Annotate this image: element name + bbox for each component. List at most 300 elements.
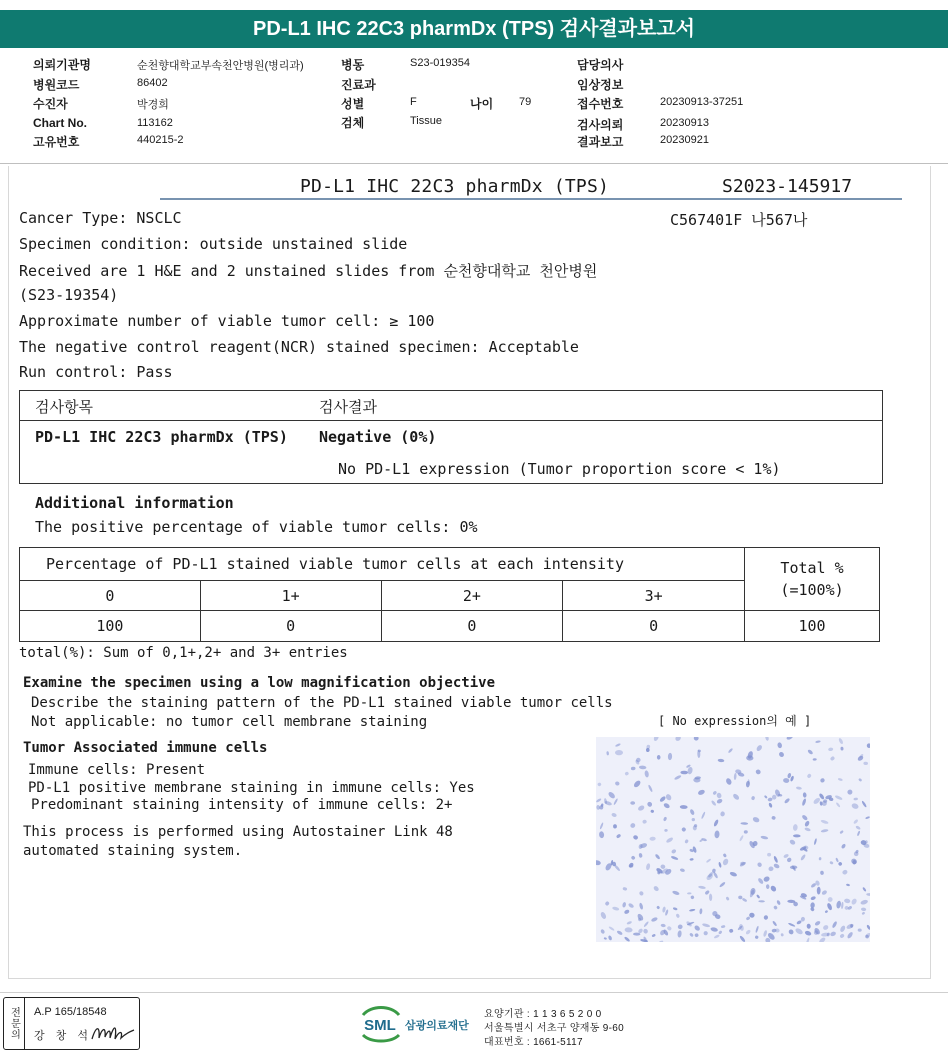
- cell-nucleus: [622, 902, 627, 908]
- footer-rule: [0, 992, 948, 993]
- cell-nucleus: [699, 908, 702, 914]
- value-report-date: 20230921: [660, 134, 709, 146]
- cell-nucleus: [853, 819, 859, 825]
- cell-nucleus: [693, 737, 699, 741]
- footer-phone: 대표번호 : 1661-5117: [484, 1037, 583, 1048]
- cell-nucleus: [756, 894, 760, 899]
- intensity-level: 2+: [381, 581, 563, 611]
- cell-nucleus: [660, 864, 666, 869]
- cell-nucleus: [653, 737, 660, 742]
- cell-nucleus: [662, 906, 666, 912]
- cell-nucleus: [714, 934, 721, 939]
- received-slides: Received are 1 H&E and 2 unstained slides from 순천향대학교 천안병원: [19, 262, 598, 280]
- cell-nucleus: [824, 910, 828, 914]
- cell-nucleus: [638, 853, 642, 858]
- cell-nucleus: [718, 862, 722, 868]
- cell-nucleus: [643, 928, 649, 934]
- signature-image: [90, 1022, 136, 1044]
- cell-nucleus: [689, 809, 695, 816]
- cell-nucleus: [835, 857, 839, 862]
- cell-nucleus: [755, 769, 762, 776]
- cell-nucleus: [844, 905, 849, 910]
- cell-nucleus: [783, 778, 790, 784]
- result-box-divider: [19, 420, 883, 421]
- cell-nucleus: [710, 927, 718, 933]
- cell-nucleus: [663, 816, 667, 821]
- cell-nucleus: [613, 798, 618, 805]
- cell-nucleus: [863, 762, 868, 765]
- cell-nucleus: [793, 834, 801, 837]
- total-header-line1: Total %: [780, 559, 844, 577]
- cell-nucleus: [807, 749, 814, 755]
- cell-nucleus: [757, 862, 763, 868]
- immune-line1: Immune cells: Present: [28, 762, 206, 778]
- cell-nucleus: [786, 857, 792, 863]
- immune-line2: PD-L1 positive membrane staining in immune cells: Yes: [28, 780, 475, 796]
- cell-nucleus: [694, 933, 699, 938]
- process-line1: This process is performed using Autostainer Link 48: [23, 824, 453, 840]
- label-department: 진료과: [341, 78, 376, 92]
- cell-nucleus: [600, 929, 605, 935]
- cell-nucleus: [742, 898, 748, 903]
- cell-nucleus: [771, 816, 776, 821]
- cell-nucleus: [630, 801, 635, 805]
- cell-nucleus: [838, 778, 843, 782]
- cell-nucleus: [810, 902, 815, 908]
- cell-nucleus: [615, 781, 621, 786]
- examine-line1: Describe the staining pattern of the PD-L1 stained viable tumor cells: [31, 695, 613, 711]
- cell-nucleus: [839, 933, 845, 938]
- cell-nucleus: [803, 792, 807, 798]
- cell-nucleus: [800, 854, 806, 861]
- cell-nucleus: [739, 835, 744, 842]
- cell-nucleus: [813, 758, 817, 761]
- cell-nucleus: [680, 805, 688, 809]
- cell-nucleus: [820, 819, 829, 824]
- cell-nucleus: [772, 795, 776, 800]
- cell-nucleus: [725, 896, 729, 901]
- title-rule: [160, 198, 902, 200]
- case-number: (S23-19354): [19, 286, 119, 304]
- cell-nucleus: [687, 766, 693, 774]
- cell-nucleus: [654, 853, 660, 859]
- cell-nucleus: [831, 921, 837, 929]
- cell-nucleus: [689, 909, 696, 912]
- cell-nucleus: [729, 928, 734, 933]
- result-col-item: 검사항목: [35, 398, 93, 416]
- side-code: C567401F 나567나: [670, 211, 808, 229]
- value-receipt-no: 20230913-37251: [660, 96, 744, 108]
- stamp-pathologist-name: 강 창 석: [34, 1030, 92, 1042]
- cell-nucleus: [770, 885, 778, 893]
- cell-nucleus: [810, 896, 816, 901]
- cell-nucleus: [628, 903, 635, 909]
- label-age: 나이: [470, 97, 494, 111]
- cell-nucleus: [755, 926, 759, 933]
- microscopy-cells: [596, 737, 870, 942]
- cell-nucleus: [793, 824, 798, 831]
- page-frame-bottom: [8, 978, 931, 979]
- cell-nucleus: [692, 818, 696, 821]
- cell-nucleus: [723, 853, 727, 858]
- cell-nucleus: [671, 849, 677, 855]
- cell-nucleus: [767, 797, 772, 802]
- cell-nucleus: [783, 853, 789, 858]
- cell-nucleus: [830, 931, 837, 937]
- label-specimen: 검체: [341, 116, 365, 130]
- cell-nucleus: [772, 920, 778, 926]
- cell-nucleus: [650, 809, 654, 813]
- cell-nucleus: [861, 800, 867, 808]
- cell-nucleus: [666, 926, 672, 932]
- cell-nucleus: [663, 802, 671, 809]
- cell-nucleus: [767, 853, 771, 857]
- cell-nucleus: [615, 743, 621, 747]
- value-sex: F: [410, 96, 417, 108]
- cell-nucleus: [820, 777, 826, 783]
- intensity-total: 100: [745, 611, 880, 642]
- cell-nucleus: [665, 793, 673, 801]
- cell-nucleus: [719, 881, 726, 887]
- cell-nucleus: [773, 856, 778, 864]
- cell-nucleus: [839, 830, 844, 834]
- value-ward: S23-019354: [410, 57, 470, 69]
- cell-nucleus: [763, 915, 768, 921]
- cell-nucleus: [764, 795, 768, 799]
- cell-nucleus: [814, 838, 818, 845]
- cell-nucleus: [660, 923, 665, 927]
- cell-nucleus: [702, 923, 711, 928]
- label-patient: 수진자: [33, 97, 68, 111]
- cell-nucleus: [689, 932, 694, 937]
- cell-nucleus: [596, 798, 602, 803]
- cell-nucleus: [780, 933, 783, 937]
- cell-nucleus: [850, 857, 858, 865]
- cell-nucleus: [599, 822, 604, 829]
- cell-nucleus: [812, 797, 821, 805]
- stamp-ap-number: A.P 165/18548: [34, 1006, 107, 1018]
- cell-nucleus: [631, 767, 636, 771]
- cell-nucleus: [684, 839, 689, 844]
- cell-nucleus: [842, 869, 849, 875]
- cell-nucleus: [840, 747, 843, 751]
- cell-nucleus: [677, 924, 683, 930]
- cell-nucleus: [847, 789, 853, 795]
- cell-nucleus: [689, 858, 693, 861]
- cell-nucleus: [846, 923, 855, 930]
- cell-nucleus: [656, 905, 660, 909]
- value-age: 79: [519, 96, 532, 108]
- cell-nucleus: [765, 737, 770, 741]
- cell-nucleus: [651, 917, 658, 923]
- cell-nucleus: [615, 750, 623, 755]
- total-header-line2: (=100%): [780, 581, 844, 599]
- cell-nucleus: [626, 921, 632, 926]
- value-hospital-code: 86402: [137, 77, 168, 89]
- cell-nucleus: [818, 937, 826, 942]
- cell-nucleus: [624, 936, 631, 942]
- value-patient: 박경희: [137, 99, 169, 111]
- cell-nucleus: [855, 825, 861, 830]
- cell-nucleus: [755, 935, 759, 939]
- cell-nucleus: [827, 896, 834, 903]
- cell-nucleus: [606, 751, 609, 755]
- cell-nucleus: [722, 858, 729, 866]
- cell-nucleus: [790, 865, 797, 869]
- cell-nucleus: [624, 771, 629, 776]
- cell-nucleus: [629, 822, 636, 829]
- cell-nucleus: [789, 839, 796, 846]
- cell-nucleus: [633, 779, 642, 788]
- cell-nucleus: [846, 931, 853, 939]
- cell-nucleus: [659, 795, 667, 802]
- cell-nucleus: [794, 927, 803, 935]
- logo-text: SML: [364, 1017, 396, 1034]
- cell-nucleus: [668, 753, 673, 760]
- cell-nucleus: [804, 827, 811, 832]
- cell-nucleus: [672, 890, 680, 896]
- cell-nucleus: [690, 895, 695, 900]
- cell-nucleus: [674, 774, 682, 780]
- cell-nucleus: [706, 858, 712, 863]
- cell-nucleus: [806, 773, 811, 779]
- cell-nucleus: [680, 868, 686, 873]
- cell-nucleus: [830, 756, 836, 762]
- cell-nucleus: [611, 812, 617, 817]
- cell-nucleus: [835, 802, 840, 808]
- cell-nucleus: [714, 830, 720, 838]
- label-sex: 성별: [341, 97, 365, 111]
- label-request-date: 검사의뢰: [577, 118, 624, 132]
- cell-nucleus: [841, 902, 844, 909]
- cell-nucleus: [865, 816, 870, 820]
- cell-nucleus: [858, 778, 862, 782]
- org-name: 삼광의료재단: [405, 1020, 469, 1032]
- report-title: PD-L1 IHC 22C3 pharmDx (TPS): [300, 176, 610, 197]
- cell-nucleus: [756, 744, 763, 752]
- cell-nucleus: [718, 930, 723, 935]
- cell-nucleus: [861, 907, 867, 911]
- cell-nucleus: [745, 929, 751, 935]
- cell-nucleus: [838, 738, 844, 745]
- intensity-value: 0: [381, 611, 563, 642]
- cell-nucleus: [858, 928, 862, 931]
- cell-nucleus: [709, 894, 712, 902]
- cell-nucleus: [806, 924, 810, 929]
- cell-nucleus: [622, 887, 627, 891]
- cell-nucleus: [716, 798, 723, 804]
- cell-nucleus: [600, 911, 607, 920]
- cell-nucleus: [749, 912, 755, 918]
- cell-nucleus: [680, 771, 688, 775]
- cell-nucleus: [633, 834, 639, 840]
- cell-nucleus: [608, 926, 615, 931]
- cell-nucleus: [645, 863, 650, 870]
- cell-nucleus: [763, 930, 768, 937]
- cell-nucleus: [787, 773, 792, 779]
- cell-nucleus: [639, 903, 644, 910]
- cell-nucleus: [725, 777, 732, 785]
- label-chart-no: Chart No.: [33, 116, 87, 130]
- cell-nucleus: [857, 831, 861, 837]
- cell-nucleus: [757, 877, 764, 885]
- logo-arc-icon: [363, 1035, 399, 1041]
- cell-nucleus: [674, 737, 682, 742]
- cell-nucleus: [788, 922, 796, 927]
- cell-nucleus: [624, 927, 632, 933]
- value-institution: 순천향대학교부속천안병원(병리과): [137, 60, 304, 72]
- cell-nucleus: [697, 789, 705, 796]
- intensity-value: 100: [20, 611, 201, 642]
- intensity-header: Percentage of PD-L1 stained viable tumor cells at each intensity: [20, 548, 745, 581]
- intensity-level: 3+: [563, 581, 745, 611]
- cell-nucleus: [597, 782, 602, 787]
- cell-nucleus: [836, 900, 842, 908]
- cell-nucleus: [612, 906, 620, 911]
- cell-nucleus: [822, 924, 829, 931]
- cell-nucleus: [834, 795, 843, 801]
- result-detail: No PD-L1 expression (Tumor proportion score < 1%): [338, 460, 781, 478]
- cell-nucleus: [728, 748, 734, 754]
- image-caption: [ No expression의 예 ]: [658, 714, 812, 728]
- header-separator: [0, 163, 948, 164]
- report-code: S2023-145917: [722, 176, 853, 197]
- label-institution: 의뢰기관명: [33, 58, 91, 72]
- cell-nucleus: [815, 740, 821, 743]
- cell-nucleus: [839, 925, 846, 933]
- cell-nucleus: [851, 802, 859, 809]
- cell-nucleus: [829, 861, 833, 865]
- cell-nucleus: [804, 820, 810, 827]
- specimen-condition: Specimen condition: outside unstained slide: [19, 235, 408, 253]
- intensity-level: 0: [20, 581, 201, 611]
- cell-nucleus: [773, 863, 780, 869]
- cell-nucleus: [866, 924, 870, 930]
- value-request-date: 20230913: [660, 117, 709, 129]
- total-header: [745, 548, 880, 611]
- cell-nucleus: [596, 805, 600, 810]
- cell-nucleus: [677, 930, 682, 938]
- cell-nucleus: [773, 905, 778, 910]
- cell-nucleus: [713, 819, 719, 827]
- intensity-note: total(%): Sum of 0,1+,2+ and 3+ entries: [19, 645, 348, 661]
- intensity-value: 0: [563, 611, 745, 642]
- cell-nucleus: [844, 898, 851, 904]
- report-header-title: PD-L1 IHC 22C3 pharmDx (TPS) 검사결과보고서: [0, 10, 948, 48]
- cell-nucleus: [732, 793, 740, 801]
- cell-nucleus: [801, 814, 808, 821]
- cell-nucleus: [846, 883, 850, 886]
- cell-nucleus: [604, 901, 610, 907]
- cell-nucleus: [665, 837, 673, 844]
- logo-arc-icon: [363, 1008, 399, 1016]
- cell-nucleus: [704, 890, 710, 896]
- cell-nucleus: [651, 933, 656, 937]
- cell-nucleus: [720, 811, 725, 817]
- cell-nucleus: [687, 892, 692, 894]
- cell-nucleus: [777, 742, 783, 749]
- additional-text: The positive percentage of viable tumor cells: 0%: [35, 518, 478, 536]
- additional-title: Additional information: [35, 494, 234, 512]
- cell-nucleus: [805, 937, 810, 942]
- cell-nucleus: [616, 930, 623, 936]
- cell-nucleus: [604, 937, 608, 940]
- cell-nucleus: [599, 831, 605, 838]
- cell-nucleus: [646, 801, 652, 808]
- value-specimen: Tissue: [410, 115, 442, 127]
- cell-nucleus: [639, 765, 647, 769]
- cell-nucleus: [716, 792, 722, 799]
- value-chart-no: 113162: [137, 117, 173, 129]
- cell-nucleus: [613, 824, 617, 828]
- label-ward: 병동: [341, 58, 365, 72]
- page-frame-right: [930, 166, 931, 978]
- cell-nucleus: [801, 798, 806, 806]
- cell-nucleus: [776, 900, 781, 906]
- sml-logo: [357, 1003, 403, 1043]
- cell-nucleus: [862, 887, 867, 892]
- cell-nucleus: [711, 800, 717, 807]
- cell-nucleus: [778, 751, 785, 758]
- cell-nucleus: [740, 822, 748, 825]
- result-col-result: 검사결과: [319, 398, 377, 416]
- cell-nucleus: [867, 743, 870, 748]
- cell-nucleus: [786, 737, 794, 741]
- cell-nucleus: [659, 940, 664, 942]
- microscopy-image: [596, 737, 870, 942]
- cell-nucleus: [751, 796, 755, 801]
- cell-nucleus: [826, 902, 833, 910]
- stamp-side-label: 전문의: [4, 998, 25, 1049]
- cell-nucleus: [643, 921, 649, 928]
- cell-nucleus: [853, 798, 858, 801]
- cancer-type: Cancer Type: NSCLC: [19, 209, 182, 227]
- label-report-date: 결과보고: [577, 135, 624, 149]
- cell-nucleus: [819, 857, 822, 860]
- cell-nucleus: [763, 875, 771, 882]
- cell-nucleus: [637, 804, 645, 811]
- label-clinical-info: 임상정보: [577, 78, 624, 92]
- cell-nucleus: [642, 819, 647, 824]
- cell-nucleus: [624, 909, 630, 915]
- cell-nucleus: [664, 829, 667, 832]
- cell-nucleus: [861, 911, 865, 915]
- cell-nucleus: [721, 925, 726, 929]
- cell-nucleus: [628, 862, 635, 869]
- label-hospital-code: 병원코드: [33, 78, 80, 92]
- page-frame-left: [8, 166, 9, 978]
- cell-nucleus: [819, 801, 822, 806]
- cell-nucleus: [738, 896, 742, 900]
- cell-nucleus: [760, 835, 768, 840]
- cell-nucleus: [817, 887, 821, 895]
- cell-nucleus: [768, 866, 774, 872]
- intensity-value: 0: [200, 611, 381, 642]
- cell-nucleus: [788, 929, 795, 936]
- cell-nucleus: [866, 893, 870, 896]
- cell-nucleus: [608, 935, 613, 941]
- run-control: Run control: Pass: [19, 363, 173, 381]
- immune-line3: Predominant staining intensity of immune cells: 2+: [31, 797, 453, 813]
- cell-nucleus: [701, 811, 706, 819]
- cell-nucleus: [828, 747, 833, 751]
- cell-nucleus: [718, 759, 725, 763]
- cell-nucleus: [729, 871, 737, 877]
- intensity-level: 1+: [200, 581, 381, 611]
- cell-nucleus: [644, 770, 649, 778]
- cell-nucleus: [821, 829, 829, 833]
- viable-tumor-count: Approximate number of viable tumor cell: ≥ 100: [19, 312, 435, 330]
